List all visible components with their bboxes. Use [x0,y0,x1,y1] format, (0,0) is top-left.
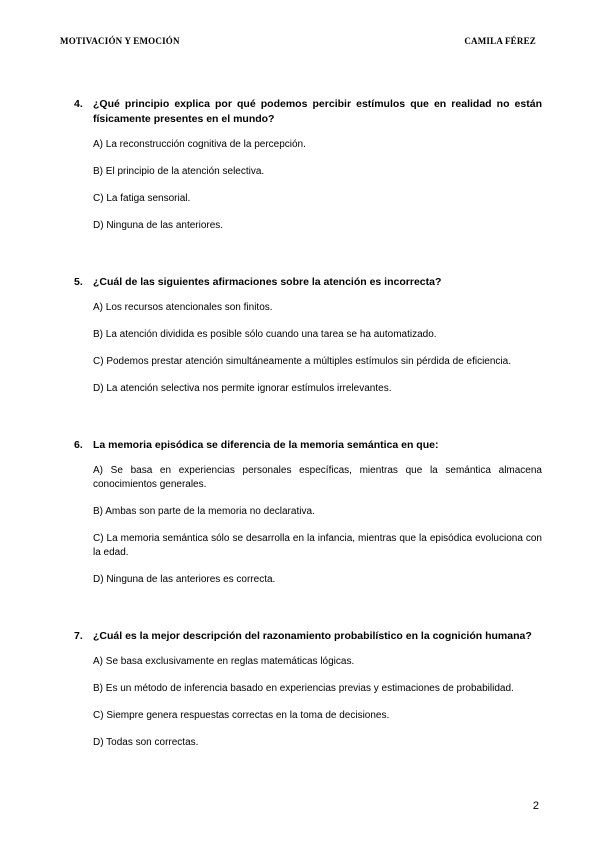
option-a: A) Los recursos atencionales son finitos. [93,302,273,313]
question-heading [74,438,542,453]
question-heading [74,97,542,127]
author-name: CAMILA FÉREZ [464,36,536,46]
question-number: 7. [74,630,83,642]
question-6 [74,438,542,587]
question-number: 5. [74,276,83,288]
option-b: B) La atención dividida es posible sólo cuando una tarea se ha automatizado. [93,329,437,340]
page-number: 2 [532,800,539,812]
question-text: ¿Qué principio explica por qué podemos percibir estímulos que en realidad no están físicamente presentes en el mundo? [93,98,542,125]
option-b: B) Ambas son parte de la memoria no declarativa. [93,506,315,517]
option-a: A) La reconstrucción cognitiva de la percepción. [93,139,306,150]
question-number: 4. [74,98,83,110]
question-text: ¿Cuál de las siguientes afirmaciones sobre la atención es incorrecta? [93,276,442,288]
page-header [60,36,536,50]
question-text: ¿Cuál es la mejor descripción del razonamiento probabilístico en la cognición humana? [93,630,532,642]
question-number: 6. [74,439,83,451]
question-heading [74,629,542,644]
course-title: MOTIVACIÓN Y EMOCIÓN [60,36,180,46]
option-b: B) El principio de la atención selectiva. [93,166,265,177]
question-5 [74,275,542,396]
option-d: D) Todas son correctas. [93,737,199,748]
option-a: A) Se basa exclusivamente en reglas matemáticas lógicas. [93,656,355,667]
option-d: D) Ninguna de las anteriores. [93,220,224,231]
option-c: C) La fatiga sensorial. [93,193,191,204]
question-4 [74,97,542,233]
option-d: D) La atención selectiva nos permite ignorar estímulos irrelevantes. [93,383,392,394]
question-heading [74,275,542,290]
option-b: B) Es un método de inferencia basado en experiencias previas y estimaciones de probabilidad. [93,683,514,694]
option-c: C) Podemos prestar atención simultáneamente a múltiples estímulos sin pérdida de eficiencia. [93,356,511,367]
option-a: A) Se basa en experiencias personales específicas, mientras que la semántica almacena conocimientos generales. [93,465,542,490]
question-7 [74,629,542,750]
question-text: La memoria episódica se diferencia de la memoria semántica en que: [93,439,439,451]
option-c: C) La memoria semántica sólo se desarrolla en la infancia, mientras que la episódica evoluciona con la edad. [93,533,542,558]
question-list [74,97,542,792]
option-d: D) Ninguna de las anteriores es correcta. [93,574,276,585]
option-c: C) Siempre genera respuestas correctas en la toma de decisiones. [93,710,390,721]
